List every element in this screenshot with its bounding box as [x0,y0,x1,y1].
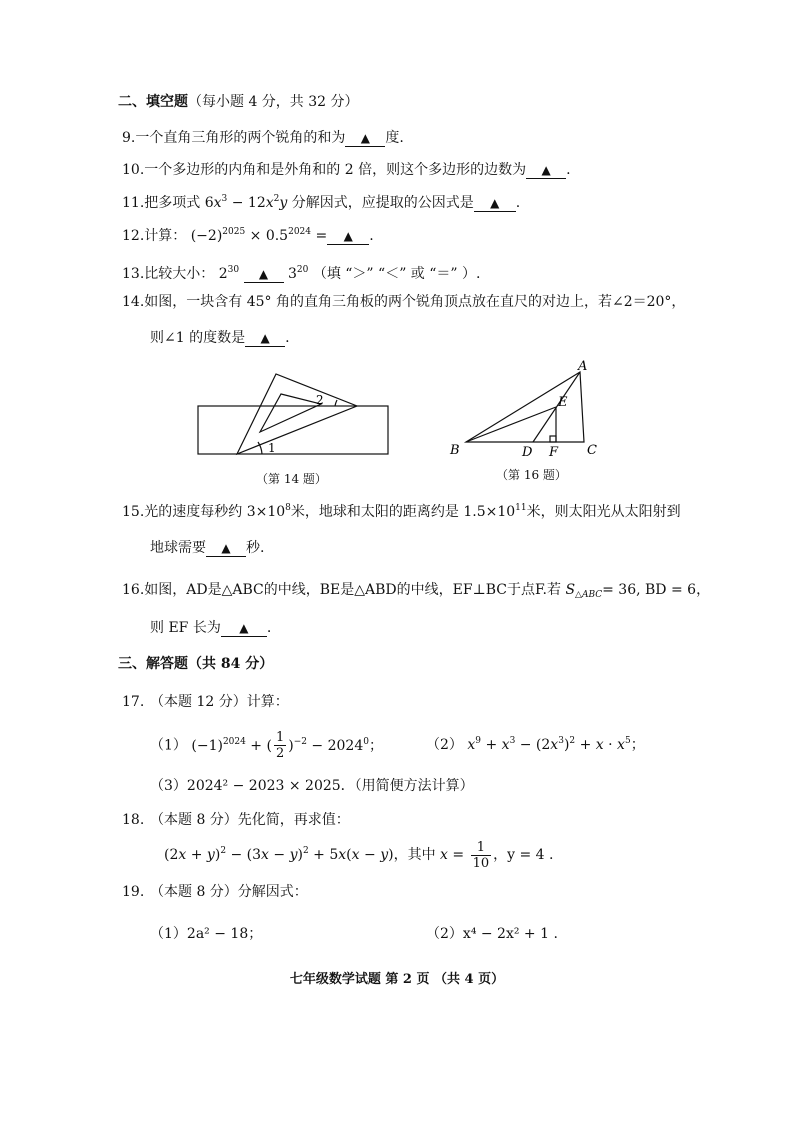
point-d-label: D [522,445,533,460]
point-c-label: C [587,443,597,458]
q11-polynomial: $6x^3 - 12x^2y$ [204,194,288,211]
question-11: 11.把多项式 $6x^3 - 12x^2y$ 分解因式，应提取的公因式是 ▲ . [122,194,521,211]
question-19-part1: （1）2a² − 18； [150,926,263,942]
angle-2-label: 2 [316,393,324,407]
question-18: 18. （本题 8 分）先化简，再求值： [122,812,350,828]
question-13: 13.比较大小： $2^{30}$ ▲ $3^{20}$ （填 “＞” “＜” 或 “＝” ）. [122,265,481,282]
answer-blank[interactable]: ▲ [474,195,516,212]
set-square-hole [260,394,321,432]
right-angle-mark [550,436,556,442]
question-15-line2: 地球需要 ▲ 秒. [150,540,265,556]
earth-sun-distance: $1.5\times 10^{11}$ [463,503,527,520]
question-14: 14.如图，一块含有 45° 角的直角三角板的两个锐角顶点放在直尺的对边上，若∠2＝20°， [122,294,686,310]
x-value-fraction: $\frac{1}{10}$ [472,839,490,871]
figure-16-caption: （第 16 题） [496,468,567,482]
question-16-line2: 则 EF 长为 ▲ . [150,620,272,636]
figure-14 [190,366,400,462]
answer-blank[interactable]: ▲ [221,620,267,637]
question-14-line2: 则∠1 的度数是 ▲ . [150,330,290,346]
page-footer: 七年级数学试题 第 2 页 （共 4 页） [289,972,505,987]
ruler [198,406,388,454]
point-a-label: A [578,360,588,374]
figure-16 [446,360,616,460]
area-symbol: $S_{\triangle ABC}$ [565,582,603,600]
section-2-heading: 二、填空题（每小题 4 分，共 32 分） [118,94,359,110]
answer-blank[interactable]: ▲ [245,330,285,347]
question-17-part1: （1） $(-1)^{2024}$ + ( $\frac{1}{2}$ )$^{-2} - 2024^0$； [150,730,383,761]
question-17-part2: （2） $x^9 + x^3 - (2x^3)^2 + x \cdot x^5$； [426,736,645,753]
q13-left: $2^{30}$ [218,265,240,282]
question-17-part3: （3）2024² − 2023 × 2025．（用简便方法计算） [150,778,474,794]
question-19: 19. （本题 8 分）分解因式： [122,884,308,900]
angle-1-label: 1 [268,441,276,455]
q17-expression-2: $x^9 + x^3 - (2x^3)^2 + x \cdot x^5$； [467,736,645,753]
segment-be [466,407,556,442]
question-18-expression: $(2x + y)^2 - (3x - y)^2 + 5x(x - y)$，其中 x = $\frac{1}{10}$ ，y = 4 . [164,839,554,871]
point-f-label: F [549,445,559,460]
question-17: 17. （本题 12 分）计算： [122,694,289,710]
question-10: 10.一个多边形的内角和是外角和的 2 倍，则这个多边形的边数为 ▲ . [122,162,571,178]
set-square [237,374,357,454]
answer-blank[interactable]: ▲ [206,540,246,557]
q13-right: $3^{20}$ [288,265,309,282]
answer-blank[interactable]: ▲ [244,266,284,283]
point-e-label: E [558,395,568,410]
question-19-part2: （2）x⁴ − 2x² + 1 . [426,926,558,942]
question-15: 15.光的速度每秒约 $3\times 10^8$米，地球和太阳的距离约是 $1.5\times 10^{11}$米，则太阳光从太阳射到 [122,503,681,520]
answer-blank[interactable]: ▲ [526,162,566,179]
question-12: 12.计算： $(-2)^{2025} \times 0.5^{2024}$ = ▲ . [122,227,374,244]
answer-blank[interactable]: ▲ [327,228,369,245]
q12-expression: $(-2)^{2025} \times 0.5^{2024}$ [190,227,311,244]
point-b-label: B [450,443,460,458]
q17-expression-1: $(-1)^{2024}$ + ( $\frac{1}{2}$ )$^{-2} - 2024^0$； [191,730,383,761]
question-9: 9.一个直角三角形的两个锐角的和为 ▲ 度. [122,130,404,146]
q18-expression: $(2x + y)^2 - (3x - y)^2 + 5x(x - y)$ [164,846,394,863]
section-3-heading: 三、解答题（共 84 分） [118,656,274,672]
question-16: 16.如图，AD是△ABC的中线，BE是△ABD的中线，EF⊥BC于点F.若 $S_{\triangle ABC}= 36$, BD = 6， [122,582,711,600]
answer-blank[interactable]: ▲ [345,130,385,147]
light-speed: $3\times 10^8$ [246,503,291,520]
angle-2-arc [335,400,337,406]
figure-14-caption: （第 14 题） [256,472,327,486]
